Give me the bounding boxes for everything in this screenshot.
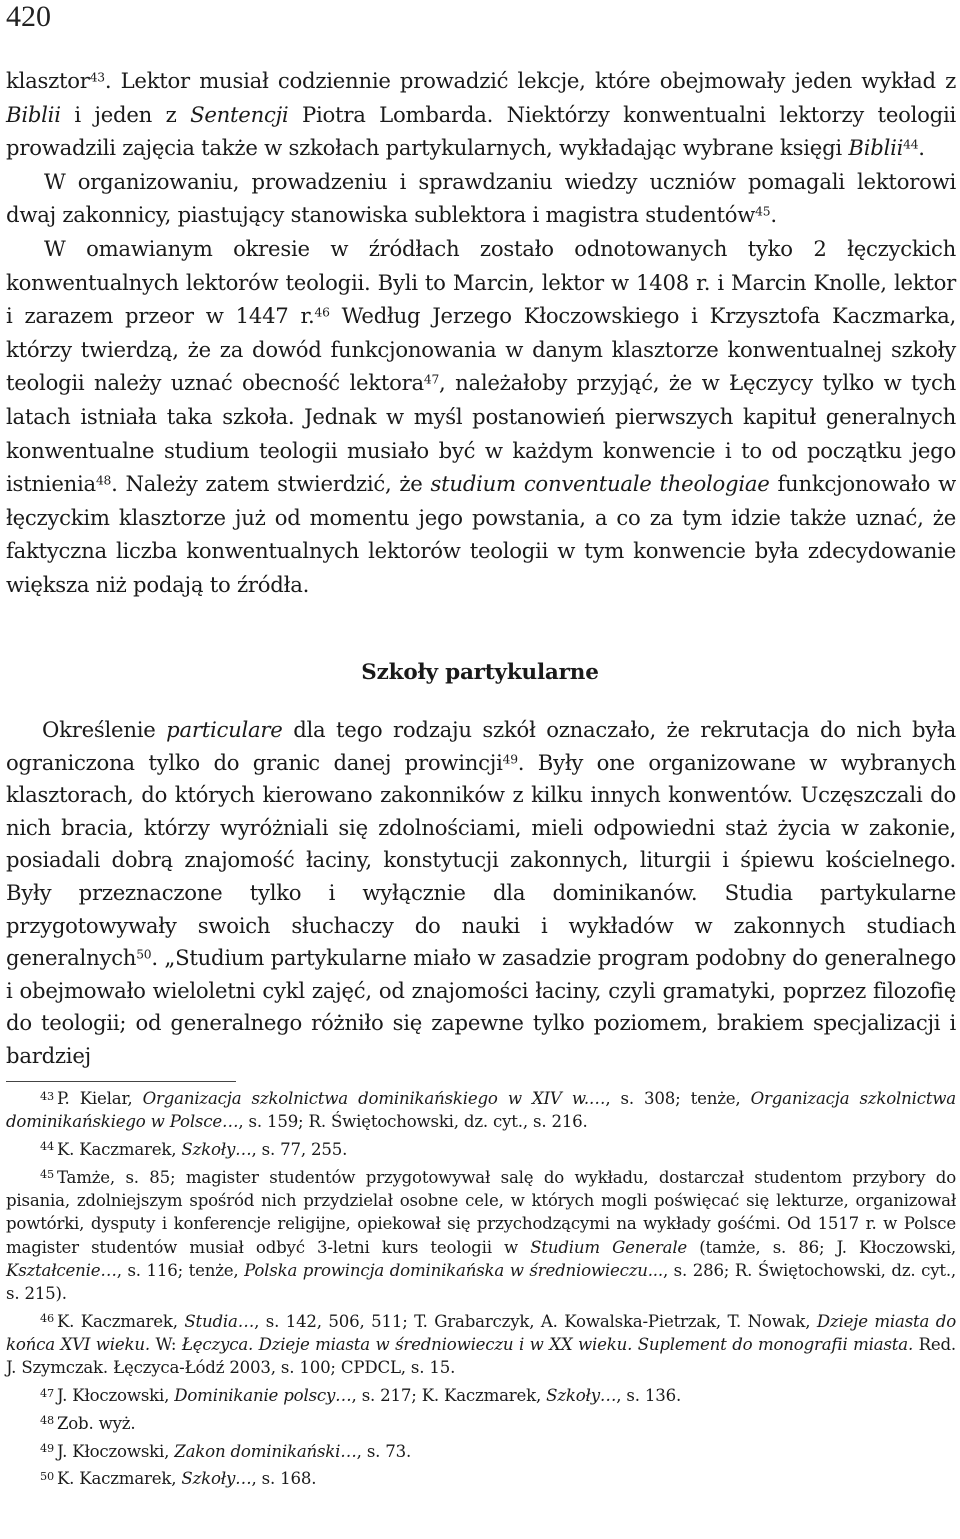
footnote-44	[6, 1138, 956, 1161]
italic-title: Szkoły…	[546, 1386, 617, 1406]
text-run: W organizowaniu, prowadzeniu i sprawdzaniu wiedzy uczniów pomagali lektorowi dwaj zakonnicy, piastujący stanowiska sublektora i magistra studentów	[6, 168, 956, 228]
text-run: . Były one organizowane w wybranych klasztorach, do których kierowano zakonników z kilku innych konwentów. Uczęszczali do nich bracia, którzy wyróżniali się zdolnościami, mieli odpowiedni staż życia w zakonie, posiadali dobrą znajomość łaciny, konstytucji zakonnych, liturgii i śpiewu kościelnego. Były przeznaczone tylko i wyłącznie dla dominikanów. Studia partykularne przygotowywały swoich słuchaczy do nauki i wykładów w zakonnych studiach generalnych	[6, 749, 956, 971]
italic-title: Szkoły…	[181, 1469, 252, 1489]
footnote-46	[6, 1310, 956, 1380]
text-run: , s. 168.	[251, 1469, 317, 1489]
italic-term: particulare	[166, 717, 283, 742]
text-run: , s. 136.	[616, 1386, 682, 1406]
footnote-number: 49	[40, 1442, 54, 1455]
text-run: W:	[149, 1335, 182, 1355]
section-heading: Szkoły partykularne	[361, 660, 599, 685]
footnote-ref-44[interactable]: 44	[903, 137, 919, 152]
text-run: Red. J. Szymczak. Łęczyca-Łódź 2003, s. 100; CPDCL, s. 15.	[6, 1335, 957, 1378]
footnote-number: 47	[40, 1386, 54, 1400]
text-run: .	[918, 135, 925, 161]
text-run: , s. 77, 255.	[251, 1139, 348, 1159]
footnote-number: 44	[40, 1140, 54, 1154]
paragraph-3	[6, 232, 956, 602]
footnote-ref-45[interactable]: 45	[755, 204, 771, 219]
paragraph-1	[6, 64, 956, 165]
text-run: , s. 73.	[356, 1441, 412, 1461]
section-text	[6, 714, 956, 1073]
footnote-43	[6, 1087, 956, 1134]
footnote-50	[6, 1467, 956, 1490]
text-run: J. Kłoczowski,	[56, 1386, 175, 1406]
text-run: , s. 217; K. Kaczmarek,	[351, 1386, 547, 1406]
footnote-49	[6, 1440, 956, 1463]
italic-title: Zakon dominikański…	[174, 1441, 357, 1461]
text-run: . Należy zatem stwierdzić, że	[111, 471, 431, 497]
footnote-number: 50	[40, 1469, 54, 1483]
footnote-number: 43	[40, 1089, 54, 1103]
text-run: .	[770, 202, 777, 228]
footnote-45	[6, 1166, 956, 1306]
text-run: . „Studium partykularne miało w zasadzie program podobny do generalnego i obejmowało wieloletni cykl zajęć, od znajomości łaciny, czyli gramatyki, poprzez filozofię do teologii; od generalnego różniło się zapewne tylko poziomem, brakiem specjalizacji i bardziej	[6, 945, 956, 1068]
footnote-ref-48[interactable]: 48	[95, 473, 112, 488]
footnote-48	[6, 1412, 956, 1435]
italic-title: Studium Generale	[530, 1237, 688, 1257]
footnote-ref-43[interactable]: 43	[89, 70, 105, 85]
section-paragraph	[6, 714, 956, 1073]
text-run: , s. 308; tenże,	[605, 1089, 751, 1108]
italic-title: Szkoły…	[181, 1139, 252, 1159]
text-run: W omawianym okresie w źródłach zostało odnotowanych tyko 2 łęczyckich konwentualnych lektorów teologii. Byli to Marcin, lektor w 1408 r. i Marcin Knolle, lektor i zarazem przeor w 1447 r.	[6, 235, 956, 329]
text-run: , s. 116; tenże,	[116, 1260, 245, 1280]
text-run: , s. 142, 506, 511; T. Grabarczyk, A. Kowalska-Pietrzak, T. Nowak,	[254, 1311, 817, 1331]
italic-title: Organizacja szkolnictwa dominikańskiego w Polsce…	[6, 1089, 956, 1132]
italic-title: Kształcenie…	[6, 1260, 117, 1280]
footnote-ref-46[interactable]: 46	[314, 305, 330, 320]
text-run: , s. 159; R. Świętochowski, dz. cyt., s. 216.	[238, 1112, 588, 1132]
text-run: klasztor	[6, 68, 90, 93]
italic-title: Łęczyca. Dzieje miasta w średniowieczu i w XX wieku. Suplement do monografii miasta.	[181, 1335, 914, 1355]
text-run: Zob. wyż.	[56, 1413, 136, 1433]
italic-title: Studia…	[184, 1311, 255, 1331]
page-number: 420	[6, 0, 51, 33]
italic-title: Organizacja szkolnictwa dominikańskiego w XIV w.…	[142, 1089, 606, 1108]
text-run: (tamże, s. 86; J. Kłoczowski,	[687, 1237, 957, 1257]
text-run: Określenie	[42, 717, 167, 742]
italic-title: Dominikanie polscy…	[174, 1386, 352, 1406]
text-run: dla tego rodzaju szkół oznaczało, że rekrutacja do nich była ograniczona tylko do granic danej prowincji	[6, 717, 956, 775]
text-run: . Lektor musiał codziennie prowadzić lekcje, które obejmowały jeden wykład z	[104, 68, 956, 93]
footnote-number: 46	[40, 1312, 54, 1326]
text-run: K. Kaczmarek,	[56, 1469, 182, 1489]
footnote-47	[6, 1384, 956, 1407]
italic-term: Sentencji	[190, 101, 289, 127]
footnote-divider	[6, 1081, 236, 1082]
italic-title: Polska prowincja dominikańska w średniowieczu...	[244, 1260, 663, 1280]
footnote-ref-50[interactable]: 50	[136, 947, 152, 962]
text-run: Piotra Lombarda. Niektórzy konwentualni lektorzy teologii prowadzili zajęcia także w szkołach partykularnych, wykładając wybrane księgi	[6, 101, 957, 161]
footnote-ref-49[interactable]: 49	[502, 751, 518, 766]
footnote-number: 45	[40, 1168, 54, 1182]
italic-title: Dzieje miasta do końca XVI wieku.	[6, 1311, 956, 1355]
text-run: , należałoby przyjąć, że w Łęczycy tylko w tych latach istniała taka szkoła. Jednak w myśl postanowień pierwszych kapituł generalnych konwentualne studium teologii musiało być w każdym konwencie i to od początku jego istnienia	[6, 370, 957, 497]
text-run: Według Jerzego Kłoczowskiego i Krzysztofa Kaczmarka, którzy twierdzą, że za dowód funkcjonowania w danym klasztorze konwentualnej szkoły teologii należy uznać obecność lektora	[6, 303, 956, 396]
text-run: K. Kaczmarek,	[56, 1311, 185, 1331]
main-text	[6, 64, 956, 602]
text-run: i jeden z	[60, 101, 191, 127]
italic-term: Biblii	[6, 101, 61, 127]
italic-term: Biblii	[848, 135, 904, 161]
footnotes	[6, 1087, 956, 1495]
text-run: J. Kłoczowski,	[56, 1441, 175, 1461]
text-run: P. Kielar,	[56, 1089, 143, 1108]
text-run: funkcjonowało w łęczyckim klasztorze już od momentu jego powstania, a co za tym idzie także uznać, że faktyczna liczba konwentualnych lektorów teologii w tym konwencie była zdecydowanie większa niż podają to źródła.	[6, 471, 956, 597]
text-run: K. Kaczmarek,	[56, 1139, 182, 1159]
footnote-number: 48	[40, 1414, 54, 1428]
text-run: Tamże, s. 85; magister studentów przygotowywał salę do wykładu, dostarczał studentom przybory do pisania, zdolniejszym spośród nich przydzielał osobne cele, w których mogli poświęcać się lekturze, organizował powtórki, dysputy i konferencje religijne, opiekował się przychodzącymi na wykłady gośćmi. Od 1517 r. w Polsce magister studentów musiał odbyć 3-letni kurs teologii w	[6, 1167, 956, 1257]
text-run: , s. 286; R. Świętochowski, dz. cyt., s. 215).	[6, 1260, 956, 1304]
paragraph-2	[6, 165, 956, 232]
italic-term: studium conventuale theologiae	[430, 471, 770, 497]
footnote-ref-47[interactable]: 47	[423, 372, 440, 387]
